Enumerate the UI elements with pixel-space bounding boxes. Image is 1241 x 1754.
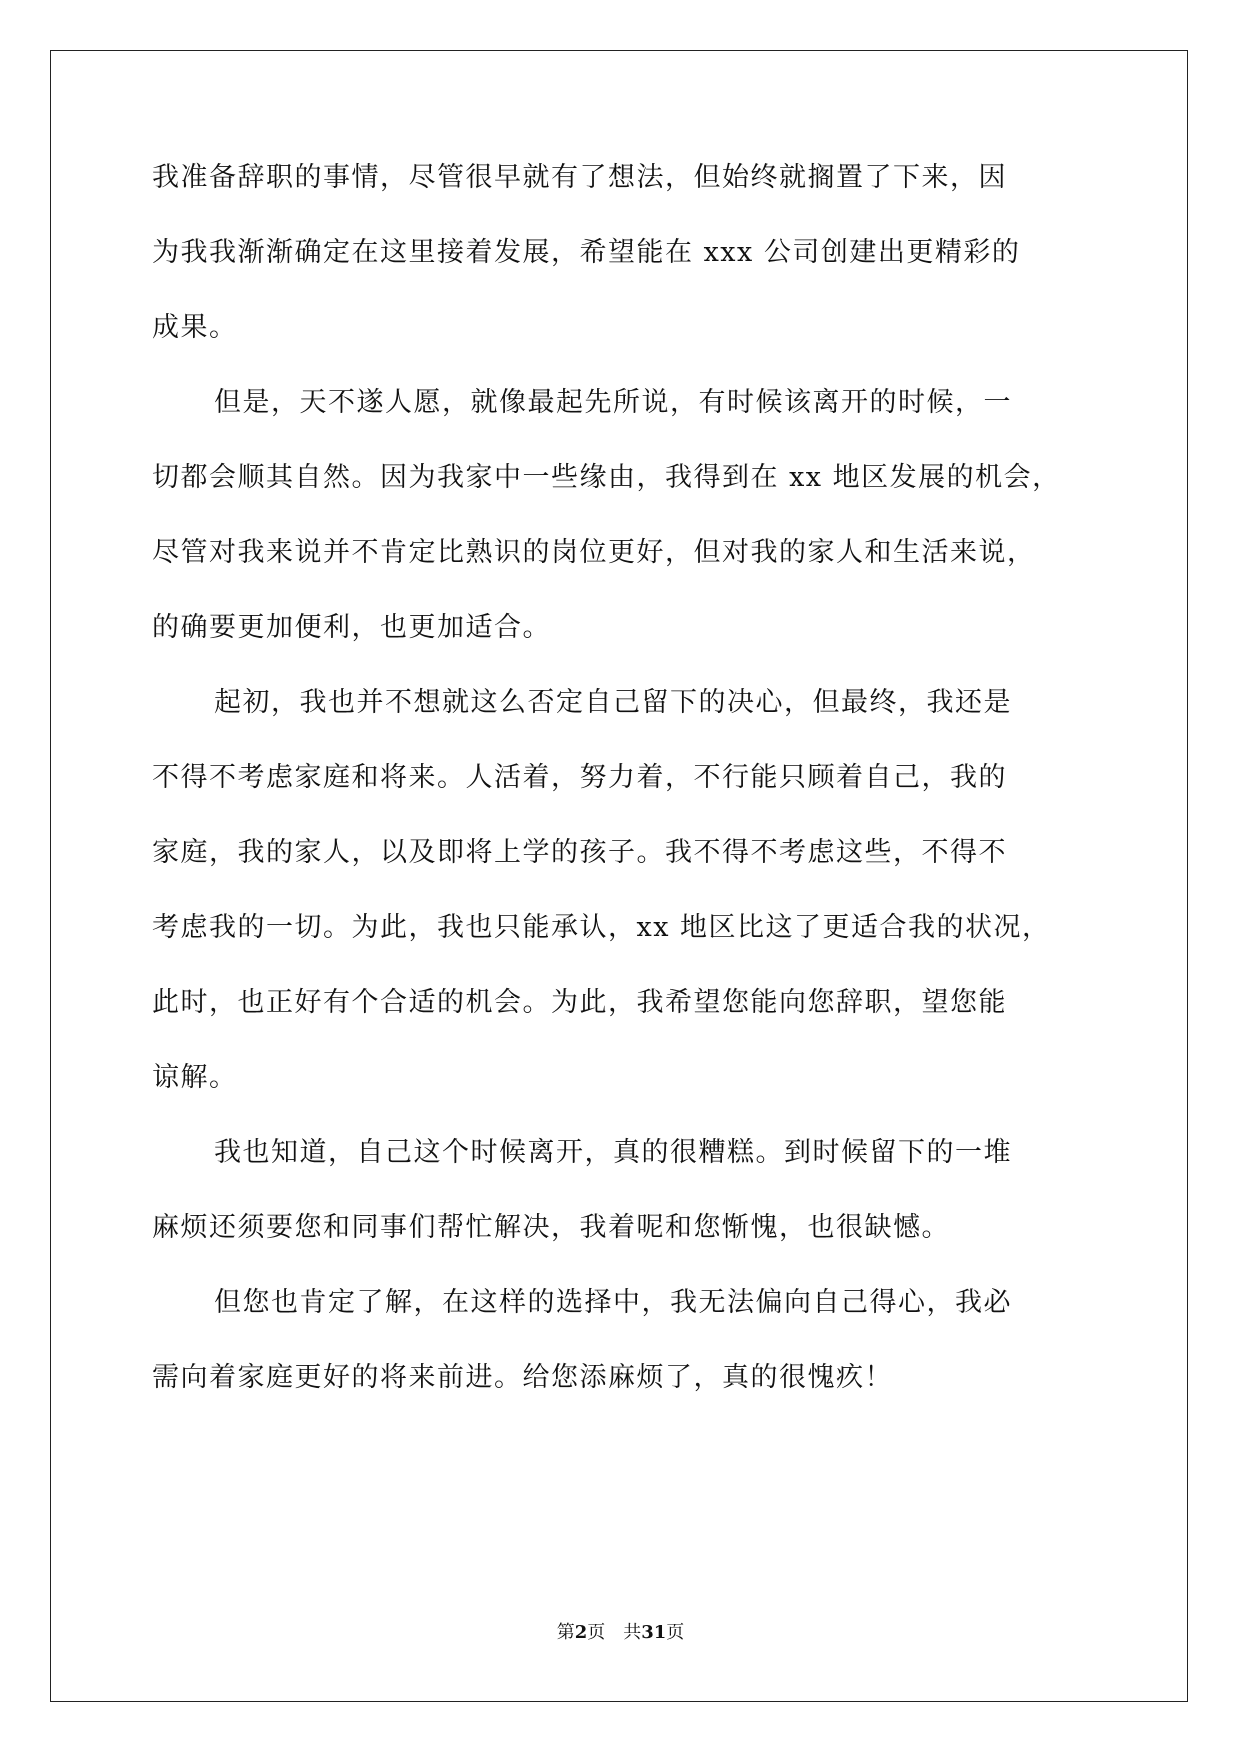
text-line: 但您也肯定了解，在这样的选择中，我无法偏向自己得心，我必 (214, 1287, 1012, 1318)
text-line: 的确要更加便利，也更加适合。 (152, 612, 551, 643)
text-line: 麻烦还须要您和同事们帮忙解决，我着呢和您惭愧，也很缺憾。 (152, 1212, 950, 1243)
text-line: 考虑我的一切。为此，我也只能承认，xx 地区比这了更适合我的状况， (152, 912, 1051, 943)
total-suffix: 页 (666, 1622, 685, 1643)
text-line: 谅解。 (152, 1062, 238, 1093)
text-line: 需向着家庭更好的将来前进。给您添麻烦了，真的很愧疚！ (152, 1362, 893, 1393)
page-suffix: 页 (587, 1622, 606, 1643)
page-number: 2 (574, 1622, 588, 1643)
text-line: 尽管对我来说并不肯定比熟识的岗位更好，但对我的家人和生活来说， (152, 537, 1036, 568)
text-line: 不得不考虑家庭和将来。人活着，努力着，不行能只顾着自己，我的 (152, 762, 1007, 793)
text-line: 成果。 (152, 312, 238, 343)
total-pages: 31 (641, 1622, 667, 1643)
text-line: 但是，天不遂人愿，就像最起先所说，有时候该离开的时候，一 (214, 387, 1012, 418)
text-line: 我也知道，自己这个时候离开，真的很糟糕。到时候留下的一堆 (214, 1137, 1012, 1168)
page-border (50, 50, 1188, 1702)
text-line: 为我我渐渐确定在这里接着发展，希望能在 xxx 公司创建出更精彩的 (152, 237, 1021, 268)
page-prefix: 第 (556, 1622, 575, 1643)
text-line: 此时，也正好有个合适的机会。为此，我希望您能向您辞职，望您能 (152, 987, 1007, 1018)
text-line: 我准备辞职的事情，尽管很早就有了想法，但始终就搁置了下来，因 (152, 162, 1007, 193)
total-prefix: 共 (623, 1622, 642, 1643)
text-line: 切都会顺其自然。因为我家中一些缘由，我得到在 xx 地区发展的机会， (152, 462, 1061, 493)
text-line: 家庭，我的家人，以及即将上学的孩子。我不得不考虑这些，不得不 (152, 837, 1007, 868)
text-line: 起初，我也并不想就这么否定自己留下的决心，但最终，我还是 (214, 687, 1012, 718)
page-footer (0, 1621, 1241, 1645)
